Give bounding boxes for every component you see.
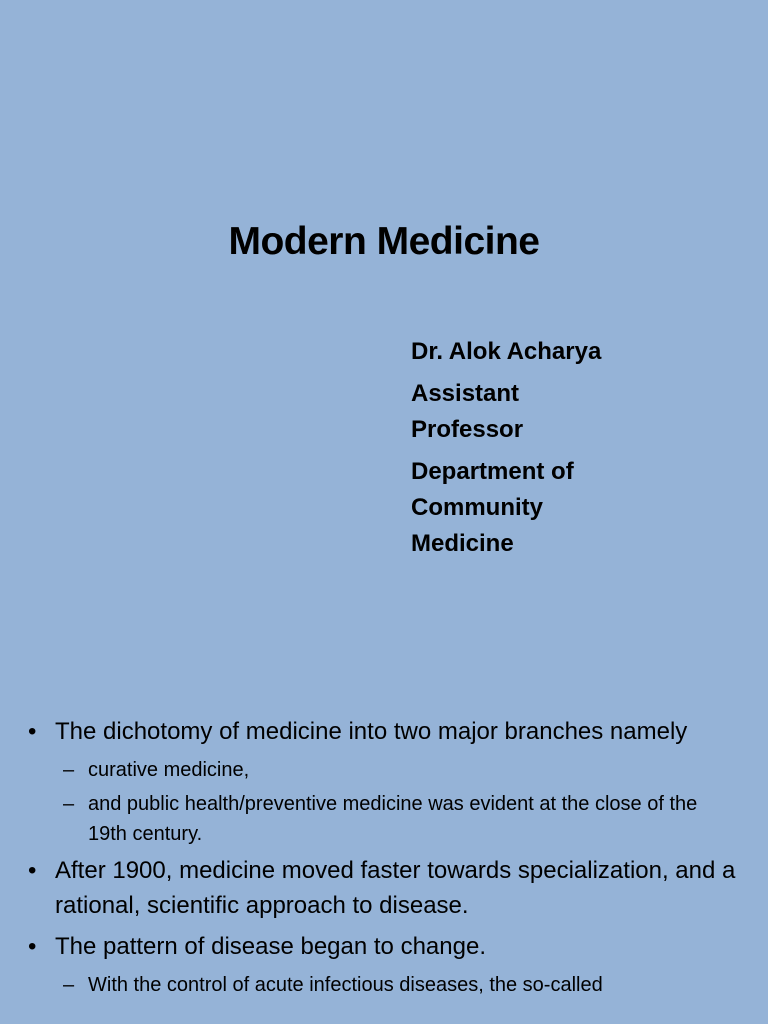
slide-title: Modern Medicine <box>228 220 540 263</box>
list-item-text: The dichotomy of medicine into two major branches namely <box>55 718 688 745</box>
presenter-department-line-3: Medicine <box>411 530 514 557</box>
content-slide <box>0 684 768 1024</box>
dash-icon: – <box>63 793 75 815</box>
list-item-text: curative medicine, <box>88 759 250 781</box>
presenter-position-line-1: Assistant <box>411 380 520 407</box>
list-item-text: After 1900, medicine moved faster towards specialization, and a rational, scientific approach to disease. <box>55 857 736 919</box>
dash-icon: – <box>63 759 75 781</box>
bullet-icon: • <box>28 857 37 884</box>
list-item-text: The pattern of disease began to change. <box>55 933 486 960</box>
list-item-text: and public health/preventive medicine was evident at the close of the 19th century. <box>88 793 698 845</box>
dash-icon: – <box>63 974 75 996</box>
list-item <box>28 853 738 923</box>
bullet-icon: • <box>28 718 37 745</box>
list-item <box>28 714 738 749</box>
list-sub-item <box>28 970 738 1000</box>
presenter-position-line-2: Professor <box>411 416 524 443</box>
list-sub-item <box>28 755 738 785</box>
list-item-text: With the control of acute infectious diseases, the so-called <box>88 974 603 996</box>
presenter-department-line-1: Department of <box>411 458 574 485</box>
presenter-block <box>411 334 711 562</box>
list-sub-item <box>28 789 738 849</box>
presenter-department-line-2: Community <box>411 494 543 521</box>
list-item <box>28 929 738 964</box>
bullet-list <box>28 714 738 1004</box>
presenter-name: Dr. Alok Acharya <box>411 338 602 365</box>
bullet-icon: • <box>28 933 37 960</box>
